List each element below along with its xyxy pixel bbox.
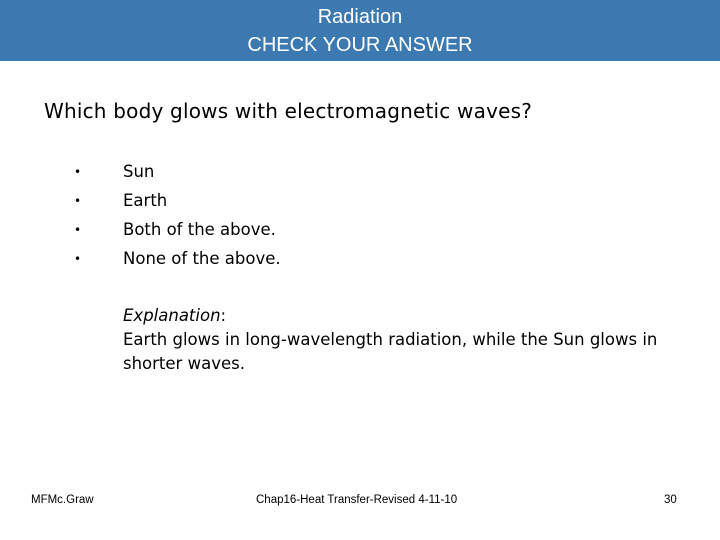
footer-page-number: 30	[664, 494, 677, 506]
header-bar	[0, 0, 720, 61]
explanation-heading	[123, 304, 663, 328]
footer-chapter: Chap16-Heat Transfer-Revised 4-11-10	[256, 494, 458, 506]
answer-option-label: Earth	[123, 191, 168, 210]
question-text: Which body glows with electromagnetic waves?	[44, 99, 533, 123]
slide-title: Radiation	[317, 6, 403, 28]
bullet-icon: •	[74, 194, 82, 208]
bullet-icon: •	[74, 252, 82, 266]
bullet-icon: •	[74, 165, 82, 179]
answer-option-label: Both of the above.	[123, 220, 276, 239]
answer-option-label: None of the above.	[123, 249, 281, 268]
answer-option-label: Sun	[123, 162, 155, 181]
explanation-title: Explanation	[123, 306, 221, 325]
explanation-title-colon: :	[220, 306, 227, 325]
explanation-text: Earth glows in long-wavelength radiation, while the Sun glows in shorter waves.	[123, 330, 658, 373]
slide-subtitle: CHECK YOUR ANSWER	[247, 34, 473, 56]
footer-author: MFMc.Graw	[31, 494, 94, 506]
bullet-icon: •	[74, 223, 82, 237]
explanation-block	[123, 304, 663, 376]
